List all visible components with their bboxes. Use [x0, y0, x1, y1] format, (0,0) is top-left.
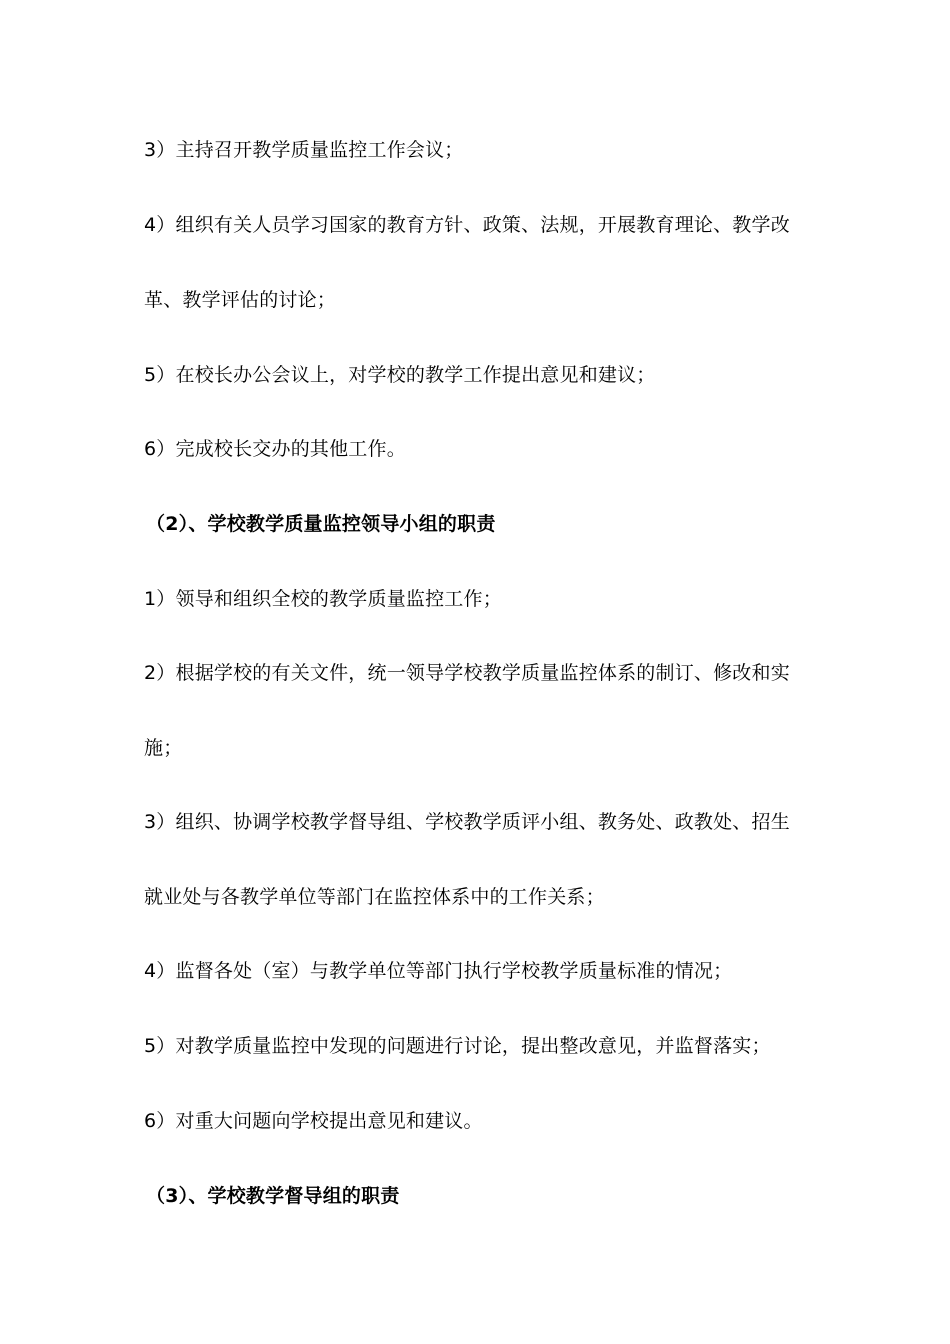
section-heading-3: （3）、学校教学督导组的职责 [146, 1185, 400, 1207]
list-item-3-continuation: 就业处与各教学单位等部门在监控体系中的工作关系； [144, 886, 605, 908]
section-heading-2: （2）、学校教学质量监控领导小组的职责 [146, 513, 496, 535]
list-item-4-supervise: 4）监督各处（室）与教学单位等部门执行学校教学质量标准的情况； [144, 960, 733, 982]
list-item-2-lead-system: 2）根据学校的有关文件，统一领导学校教学质量监控体系的制订、修改和实 [144, 662, 790, 684]
list-item-5-discuss-problems: 5）对教学质量监控中发现的问题进行讨论，提出整改意见，并监督落实； [144, 1035, 771, 1057]
list-item-6-other-work: 6）完成校长交办的其他工作。 [144, 438, 406, 460]
list-item-5-principal-meeting: 5）在校长办公会议上，对学校的教学工作提出意见和建议； [144, 364, 656, 386]
list-item-4-continuation: 革、教学评估的讨论； [144, 289, 337, 311]
list-item-4-organize-study: 4）组织有关人员学习国家的教育方针、政策、法规，开展教育理论、教学改 [144, 214, 790, 236]
list-item-6-major-issues: 6）对重大问题向学校提出意见和建议。 [144, 1110, 483, 1132]
list-item-3-host-meeting: 3）主持召开教学质量监控工作会议； [144, 139, 464, 161]
list-item-1-lead-monitoring: 1）领导和组织全校的教学质量监控工作； [144, 588, 502, 610]
list-item-3-coordinate: 3）组织、协调学校教学督导组、学校教学质评小组、教务处、政教处、招生 [144, 811, 790, 833]
list-item-2-continuation: 施； [144, 737, 183, 759]
